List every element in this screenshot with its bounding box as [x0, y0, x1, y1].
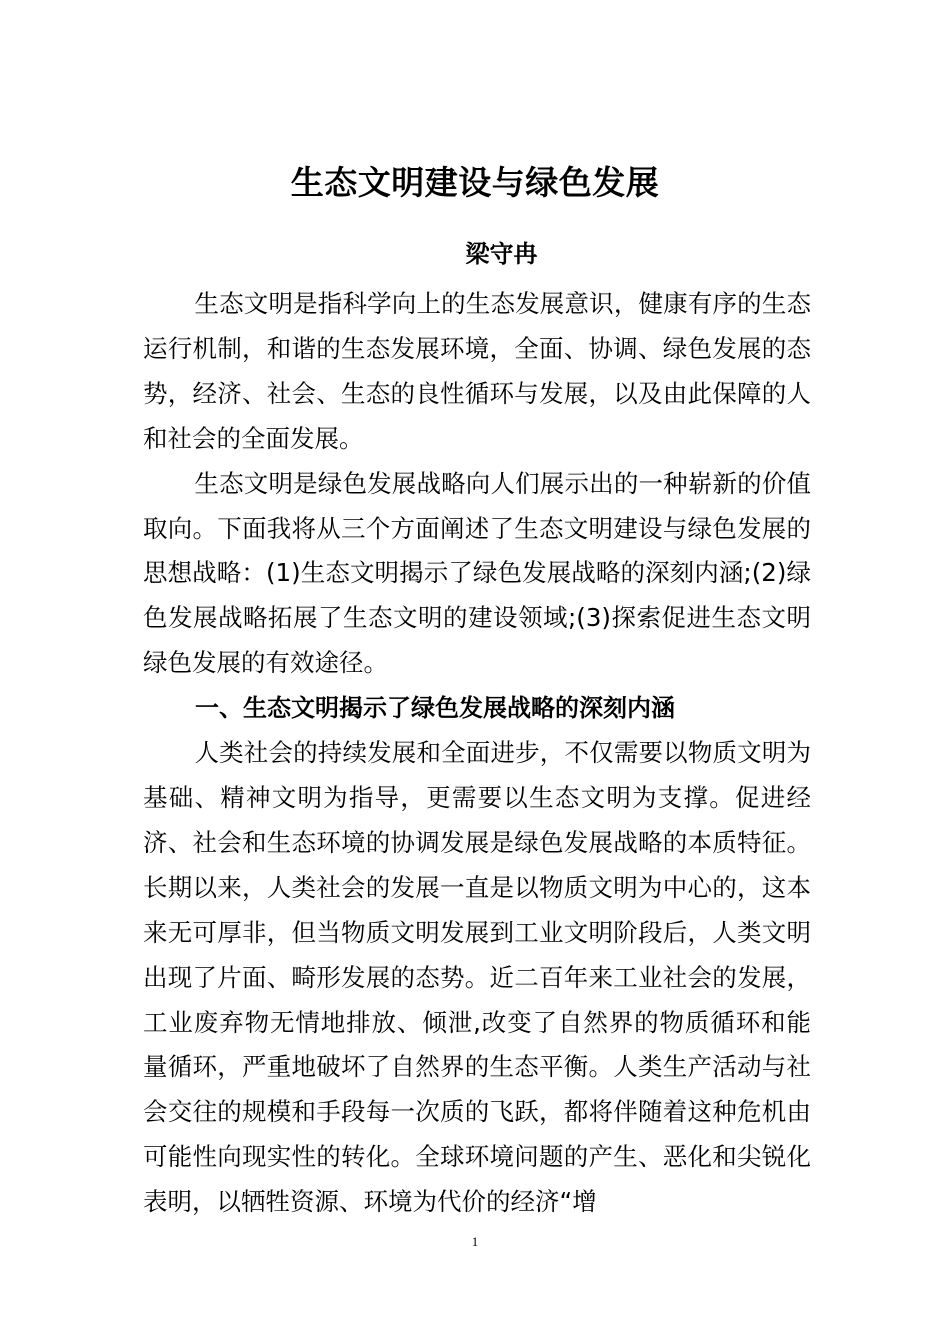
page-number: 1: [471, 1234, 479, 1249]
document-title: 生态文明建设与绿色发展: [290, 163, 660, 202]
body-paragraph: 生态文明是绿色发展战略向人们展示出的一种崭新的价值取向。下面我将从三个方面阐述了生态文明建设与绿色发展的思想战略：(1)生态文明揭示了绿色发展战略的深刻内涵;(2)绿色发展战略拓展了生态文明的建设领域;(3)探索促进生态文明绿色发展的有效途径。: [143, 468, 811, 678]
section-heading: 一、生态文明揭示了绿色发展战略的深刻内涵: [195, 694, 675, 723]
section-paragraph: 人类社会的持续发展和全面进步，不仅需要以物质文明为基础、精神文明为指导，更需要以生态文明为支撑。促进经济、社会和生态环境的协调发展是绿色发展战略的本质特征。长期以来，人类社会的发展一直是以物质文明为中心的，这本来无可厚非，但当物质文明发展到工业文明阶段后，人类文明出现了片面、畸形发展的态势。近二百年来工业社会的发展，工业废弃物无情地排放、倾泄,改变了自然界的物质循环和能量循环，严重地破坏了自然界的生态平衡。人类生产活动与社会交往的规模和手段每一次质的飞跃，都将伴随着这种危机由可能性向现实性的转化。全球环境问题的产生、恶化和尖锐化表明，以牺牲资源、环境为代价的经济“增: [143, 738, 811, 1217]
document-author: 梁守冉: [465, 240, 538, 268]
document-body: [143, 282, 811, 1225]
body-paragraph: 生态文明是指科学向上的生态发展意识，健康有序的生态运行机制，和谐的生态发展环境，全面、协调、绿色发展的态势，经济、社会、生态的良性循环与发展，以及由此保障的人和社会的全面发展。: [143, 289, 811, 453]
